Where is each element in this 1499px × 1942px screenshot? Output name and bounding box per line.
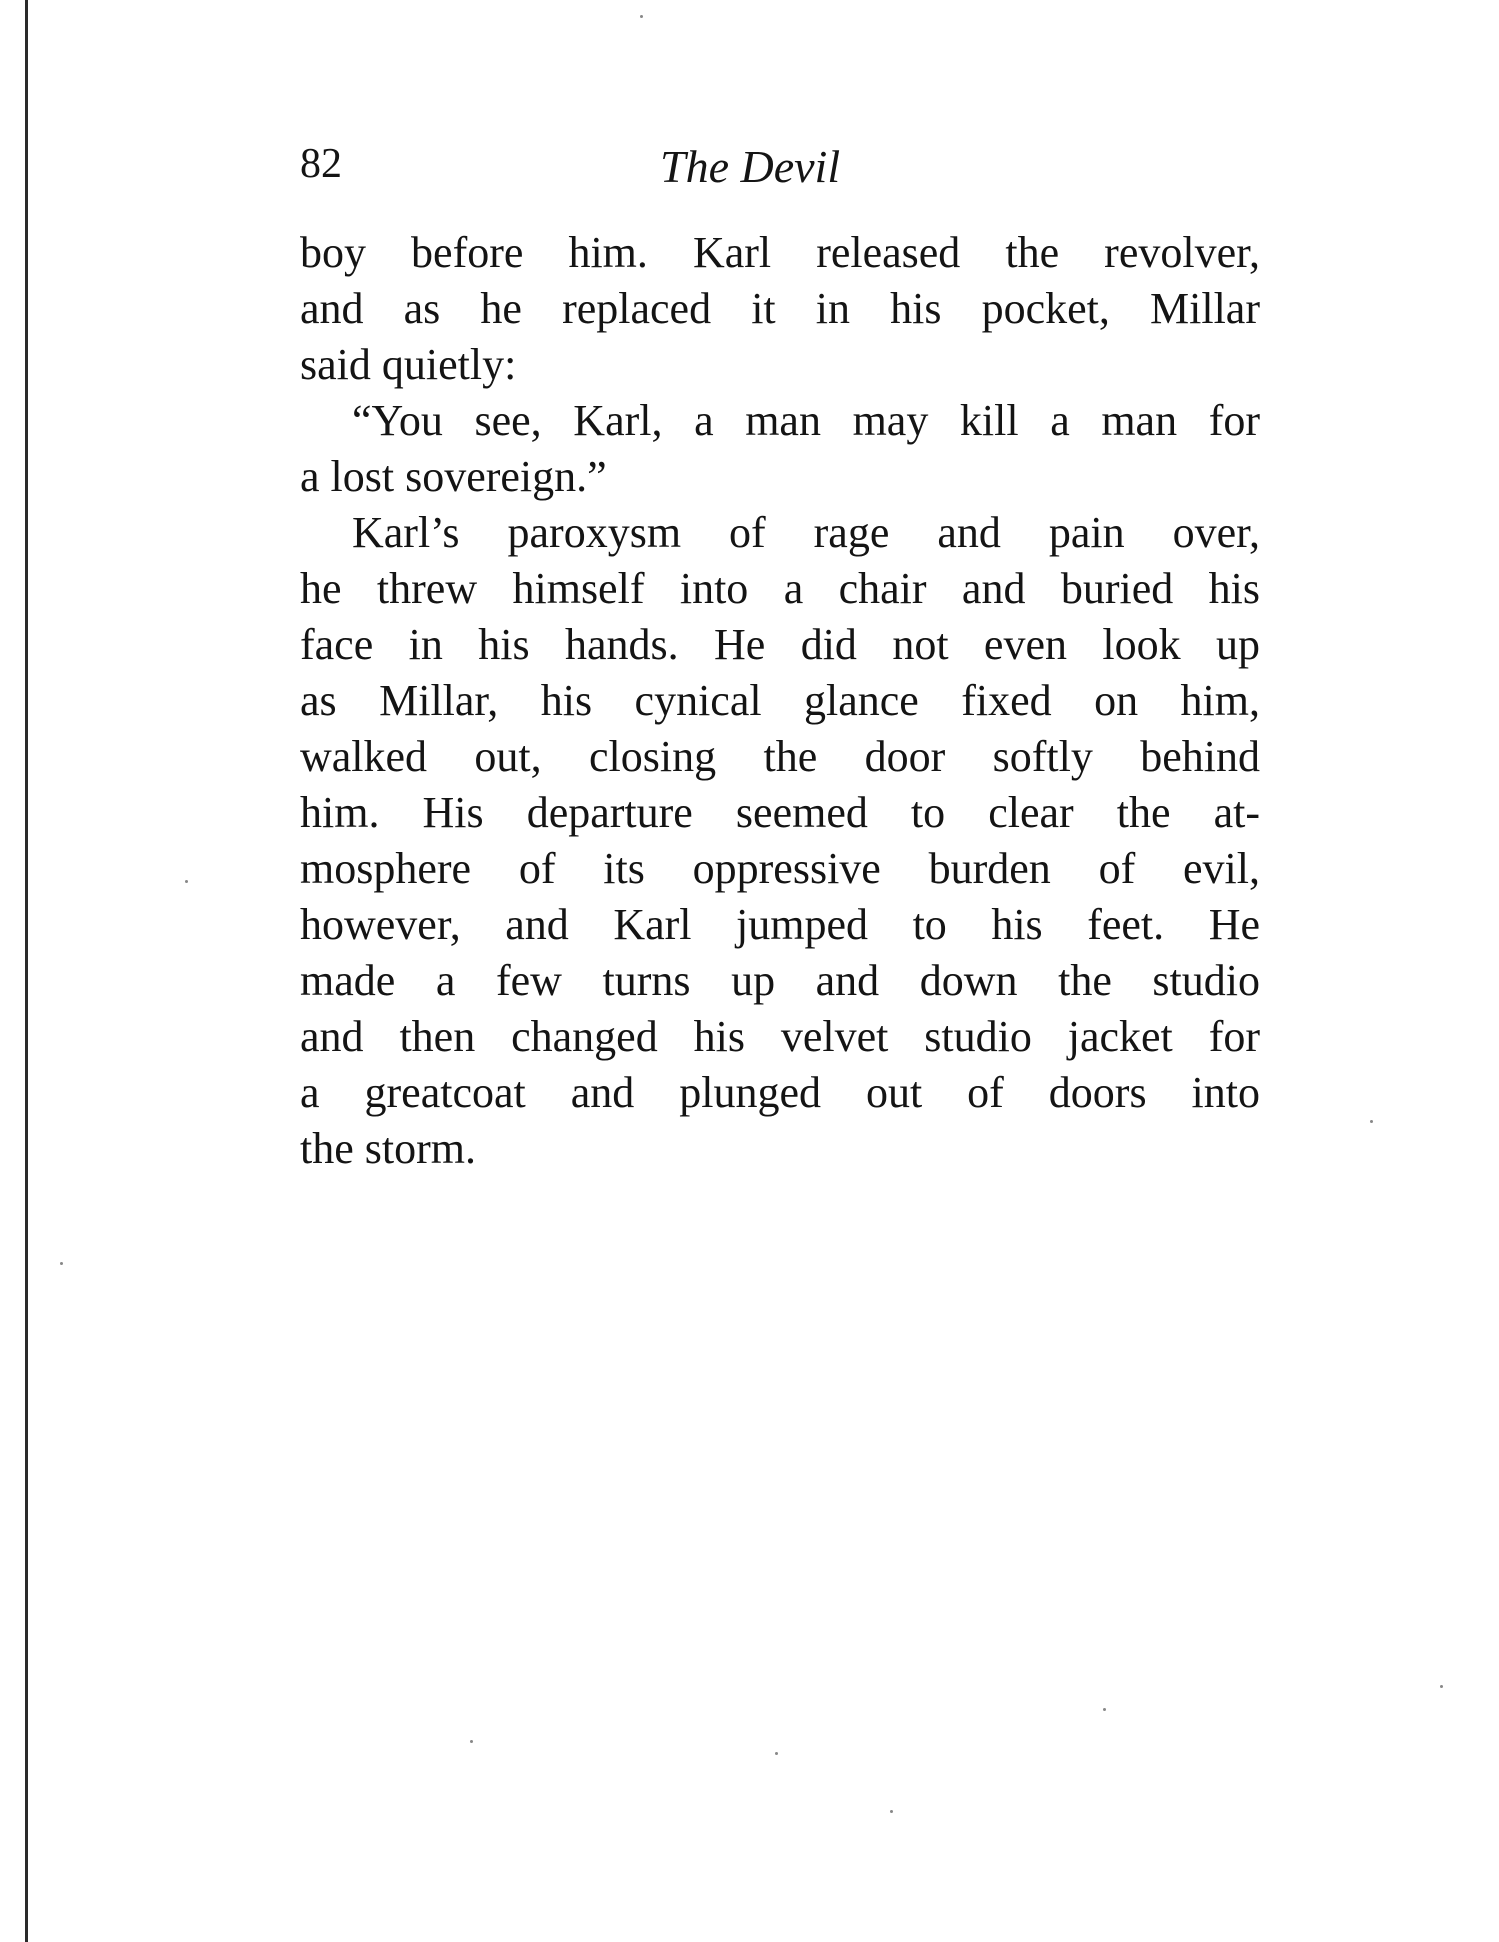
- text-line: Karl’s paroxysm of rage and pain over,: [352, 508, 1260, 557]
- text-line: however, and Karl jumped to his feet. He: [300, 900, 1260, 949]
- text-line: a lost sovereign.”: [300, 452, 607, 501]
- scan-speck: [775, 1752, 778, 1755]
- page-spine-line: [25, 0, 28, 1942]
- scan-speck: [1103, 1708, 1106, 1711]
- text-line: he threw himself into a chair and buried his: [300, 564, 1260, 613]
- scan-speck: [640, 15, 643, 18]
- text-line: walked out, closing the door softly behind: [300, 732, 1260, 781]
- running-title: The Devil: [660, 141, 841, 192]
- scan-speck: [1440, 1685, 1443, 1688]
- text-line: the storm.: [300, 1124, 476, 1173]
- text-line: said quietly:: [300, 340, 517, 389]
- page-header: [300, 140, 1260, 200]
- scan-speck: [470, 1740, 473, 1743]
- text-line: and as he replaced it in his pocket, Millar: [300, 284, 1260, 333]
- body-text: [300, 225, 1260, 1177]
- scan-speck: [1370, 1120, 1373, 1123]
- text-line: and then changed his velvet studio jacket for: [300, 1012, 1260, 1061]
- text-line: mosphere of its oppressive burden of evil,: [300, 844, 1260, 893]
- text-line: a greatcoat and plunged out of doors into: [300, 1068, 1260, 1117]
- text-line: as Millar, his cynical glance fixed on him,: [300, 676, 1260, 725]
- scan-speck: [185, 880, 188, 883]
- scan-speck: [890, 1810, 893, 1813]
- page-number: 82: [300, 141, 342, 187]
- text-line: him. His departure seemed to clear the at-: [300, 788, 1260, 837]
- text-line: face in his hands. He did not even look up: [300, 620, 1260, 669]
- text-line: boy before him. Karl released the revolver,: [300, 228, 1260, 277]
- text-line: made a few turns up and down the studio: [300, 956, 1260, 1005]
- text-line: “You see, Karl, a man may kill a man for: [352, 396, 1260, 445]
- scan-speck: [60, 1262, 63, 1265]
